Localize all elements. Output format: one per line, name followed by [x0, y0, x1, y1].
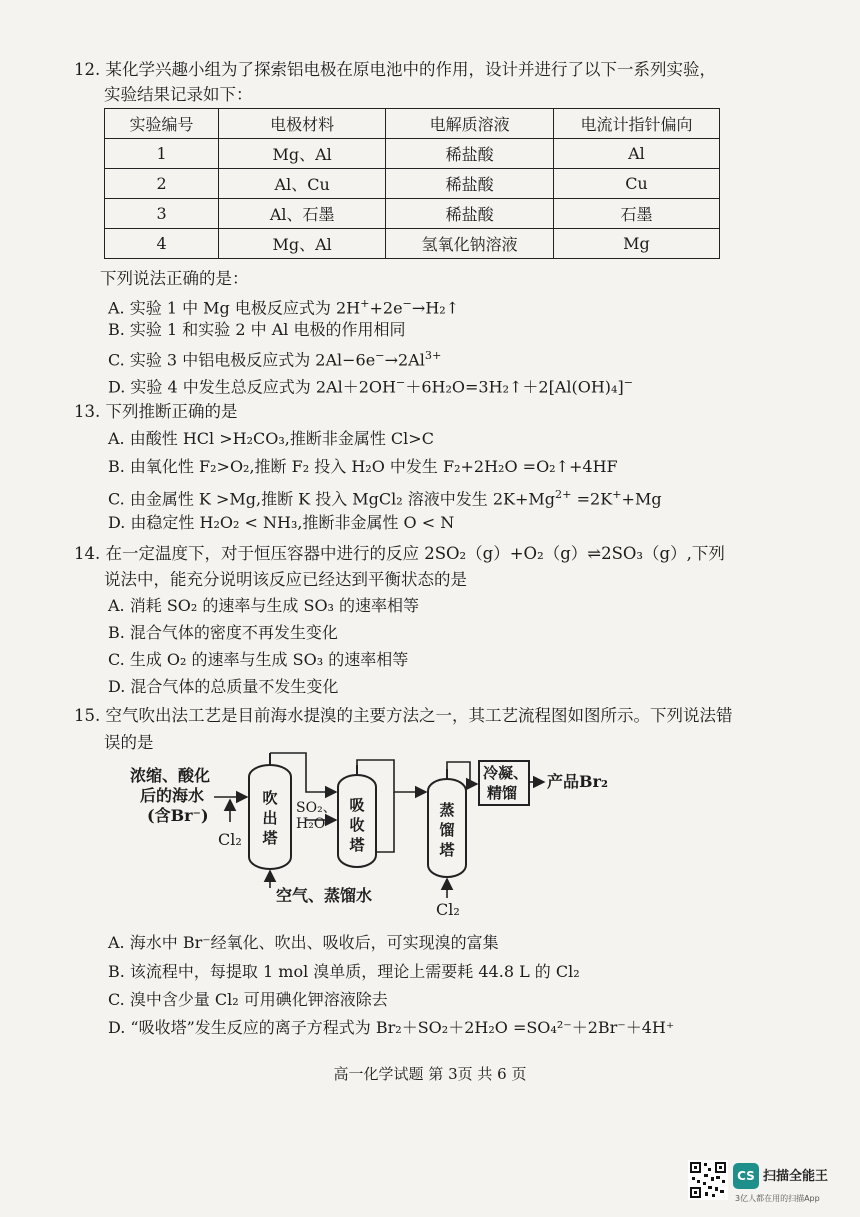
q12-option-b: B. 实验 1 和实验 2 中 Al 电极的作用相同	[108, 320, 406, 339]
page-footer: 高一化学试题 第 3页 共 6 页	[333, 1065, 527, 1083]
q14-stem-line2: 说法中，能充分说明该反应已经达到平衡状态的是	[104, 570, 467, 589]
table-cell: 石墨	[553, 199, 719, 229]
flow-box-line1: 冷凝、	[483, 764, 529, 782]
table-header: 电流计指针偏向	[553, 109, 719, 139]
q12-option-c-mid: →2Al	[384, 350, 425, 370]
q14-stem-line1: 14. 在一定温度下，对于恒压容器中进行的反应 2SO₂（g）+O₂（g）⇌2SO₃（g）,下列	[74, 544, 725, 563]
q12-option-c-pre: C. 实验 3 中铝电极反应式为 2Al−6e	[108, 350, 376, 370]
q14-option-a: A. 消耗 SO₂ 的速率与生成 SO₃ 的速率相等	[108, 596, 420, 615]
q12-stem-line1: 12. 某化学兴趣小组为了探索铝电极在原电池中的作用，设计并进行了以下一系列实验，	[74, 60, 716, 79]
table-cell: Mg、Al	[219, 229, 386, 259]
flow-box-line2: 精馏	[487, 784, 518, 802]
q12-stem-line2: 实验结果记录如下：	[104, 85, 253, 104]
flow-feed-line3: (含Br⁻)	[147, 806, 209, 825]
table-cell: 稀盐酸	[386, 169, 554, 199]
tower-blowout-label: 吹出塔	[262, 789, 278, 847]
table-cell: 1	[105, 139, 219, 169]
table-cell: 3	[105, 199, 219, 229]
flow-feed-line1: 浓缩、酸化	[130, 766, 211, 785]
table-cell: Al	[553, 139, 719, 169]
q12-option-a-end: →H₂↑	[411, 298, 460, 318]
tower-absorb-label: 吸收塔	[349, 796, 365, 854]
q15-option-d: D. “吸收塔”发生反应的离子方程式为 Br₂＋SO₂＋2H₂O =SO₄²⁻＋2Br⁻＋4H⁺	[108, 1018, 675, 1037]
table-header: 电解质溶液	[386, 109, 554, 139]
q13-option-c-pre: C. 由金属性 K >Mg,推断 K 投入 MgCl₂ 溶液中发生 2K+Mg	[108, 489, 556, 509]
q12-option-a-pre: A. 实验 1 中 Mg 电极反应式为 2H	[108, 298, 361, 318]
q12-option-a-post: +2e	[369, 298, 403, 318]
q13-option-b: B. 由氧化性 F₂>O₂,推断 F₂ 投入 H₂O 中发生 F₂+2H₂O =O₂↑+4HF	[108, 457, 618, 476]
q12-option-d: D. 实验 4 中发生总反应式为 2Al＋2OH−＋6H₂O=3H₂↑＋2[Al(OH)₄]−	[108, 376, 634, 397]
q15-option-c: C. 溴中含少量 Cl₂ 可用碘化钾溶液除去	[108, 990, 388, 1009]
table-cell: 2	[105, 169, 219, 199]
q14-option-d: D. 混合气体的总质量不发生变化	[108, 677, 339, 696]
q14-option-c: C. 生成 O₂ 的速率与生成 SO₃ 的速率相等	[108, 650, 409, 669]
flow-feed-line2: 后的海水	[140, 786, 205, 805]
scanner-logo	[733, 1163, 845, 1203]
q14-option-b: B. 混合气体的密度不再发生变化	[108, 623, 338, 642]
q15-option-b: B. 该流程中，每提取 1 mol 溴单质，理论上需要耗 44.8 L 的 Cl₂	[108, 962, 580, 981]
table-cell: Al、Cu	[219, 169, 386, 199]
table-cell: 4	[105, 229, 219, 259]
table-header: 电极材料	[219, 109, 386, 139]
q13-option-c-end: +Mg	[621, 489, 662, 509]
scanner-badge-icon: CS	[733, 1163, 759, 1189]
q13-option-c-mid: =2K	[571, 489, 613, 509]
scanner-tagline: 3亿人都在用的扫描App	[735, 1194, 820, 1203]
table-cell: 稀盐酸	[386, 199, 554, 229]
q13-option-a: A. 由酸性 HCl >H₂CO₃,推断非金属性 Cl>C	[108, 429, 434, 448]
q13-stem: 13. 下列推断正确的是	[74, 402, 238, 421]
scanner-name: 扫描全能王	[763, 1169, 829, 1184]
q12-prompt: 下列说法正确的是：	[100, 269, 249, 288]
q13-option-c: C. 由金属性 K >Mg,推断 K 投入 MgCl₂ 溶液中发生 $2K+Mg^{2+} =2K^++Mg$	[108, 488, 662, 509]
table-cell: Mg	[553, 229, 719, 259]
q12-option-d-pre: D. 实验 4 中发生总反应式为 2Al＋2OH	[108, 377, 396, 397]
table-cell: Mg、Al	[219, 139, 386, 169]
table-cell: Al、石墨	[219, 199, 386, 229]
q15-option-a: A. 海水中 Br⁻经氧化、吹出、吸收后，可实现溴的富集	[108, 933, 499, 952]
flow-air-water: 空气、蒸馏水	[276, 886, 373, 905]
flow-cl2-bottom: Cl₂	[436, 900, 460, 919]
flow-cl2-left: Cl₂	[218, 830, 242, 849]
q15-stem-line1: 15. 空气吹出法工艺是目前海水提溴的主要方法之一，其工艺流程图如图所示。下列说法错	[74, 706, 733, 725]
tower-distill-label: 蒸馏塔	[439, 801, 455, 859]
table-cell: 稀盐酸	[386, 139, 554, 169]
q13-option-d: D. 由稳定性 H₂O₂ < NH₃,推断非金属性 O < N	[108, 513, 455, 532]
flow-product: 产品Br₂	[547, 772, 608, 791]
q15-stem-line2: 误的是	[104, 733, 154, 752]
qr-code-icon	[688, 1160, 728, 1200]
q12-option-c: C. 实验 3 中铝电极反应式为 $2Al-6e^-\to 2Al^{3+}$	[108, 349, 442, 370]
table-cell: Cu	[553, 169, 719, 199]
q12-option-d-mid: ＋6H₂O=3H₂↑＋2[Al(OH)₄]	[405, 377, 624, 397]
q12-option-a: A. 实验 1 中 Mg 电极反应式为 2H++2e−→H₂↑	[108, 297, 460, 318]
table-header: 实验编号	[105, 109, 219, 139]
flow-reagent: SO₂、H₂O	[296, 800, 337, 832]
table-cell: 氢氧化钠溶液	[386, 229, 554, 259]
